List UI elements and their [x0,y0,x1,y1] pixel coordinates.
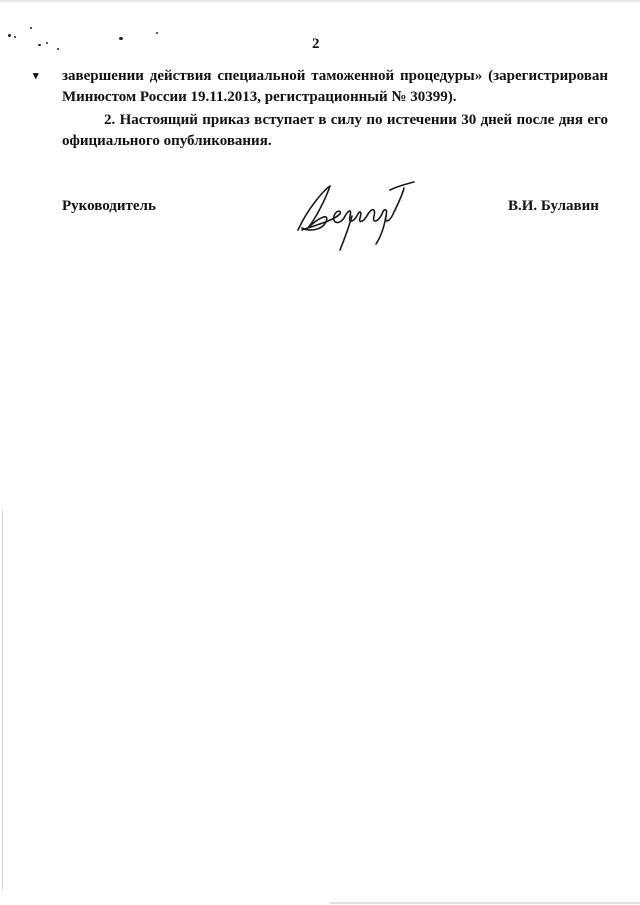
page-number: 2 [312,36,320,52]
paragraph-1-line-1: завершении действия специальной таможенной процедуры» (зарегистрирован [62,68,608,84]
paragraph-1-line-2: Минюстом России 19.11.2013, регистрационный № 30399). [62,89,457,105]
scan-speck [14,36,16,38]
scan-bottom-edge [330,902,640,904]
scan-speck [156,32,158,34]
paragraph-2-line-1: 2. Настоящий приказ вступает в силу по истечении 30 дней после дня его [104,112,608,128]
signatory-name: В.И. Булавин [508,198,599,214]
margin-mark: ▾ [33,70,39,82]
scan-speck [57,48,59,50]
scan-speck [119,37,123,40]
signatory-title: Руководитель [62,198,156,214]
scan-top-edge [0,0,640,2]
paragraph-2-line-2: официального опубликования. [62,133,272,149]
handwritten-signature-icon [290,178,420,258]
scan-speck [38,44,41,46]
scan-speck [8,34,11,37]
scan-left-edge [2,510,3,890]
scan-speck [30,27,32,29]
scan-speck [46,42,48,44]
